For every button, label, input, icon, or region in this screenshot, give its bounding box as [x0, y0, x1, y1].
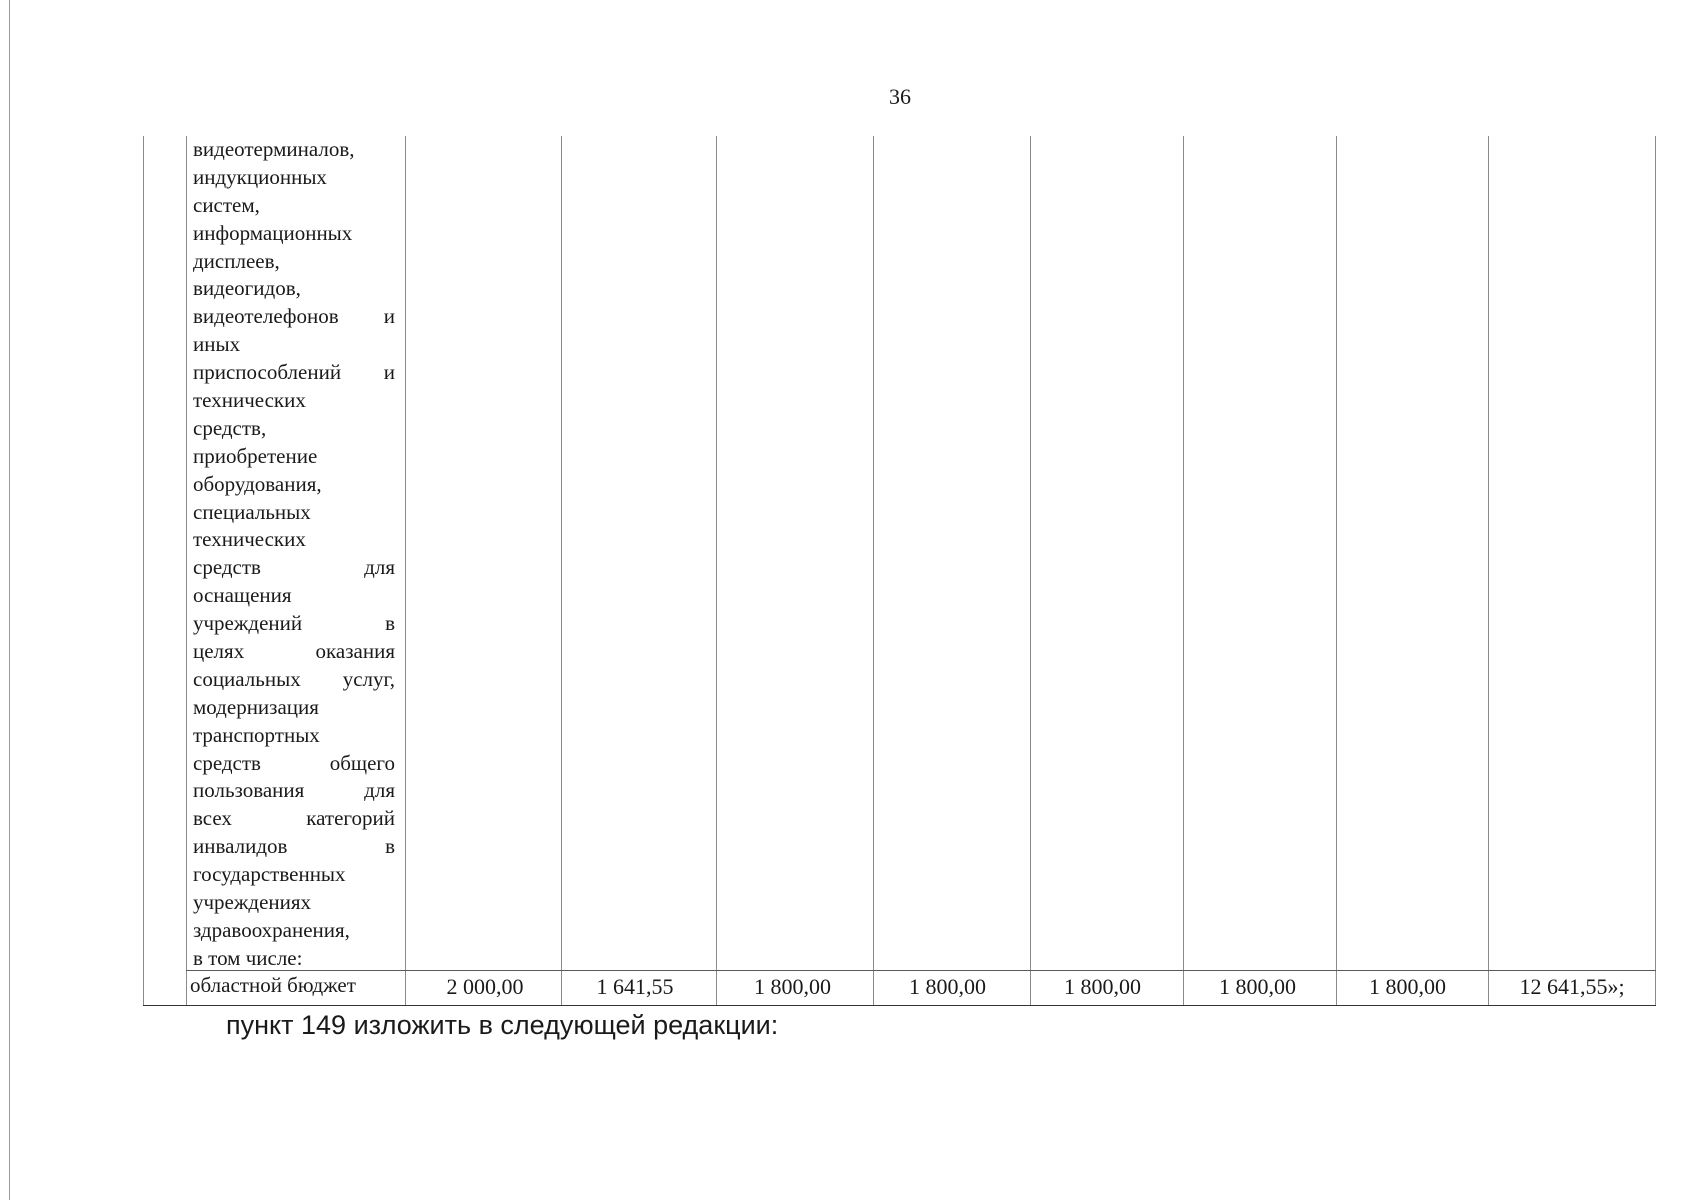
description-line: видеотелефонов и	[193, 304, 395, 329]
description-line: индукционных	[193, 164, 327, 189]
table-cell-row-label: областной бюджет	[190, 973, 356, 997]
description-line: модернизация	[193, 694, 319, 719]
table-column-line	[1183, 136, 1184, 1006]
description-line: целях оказания	[193, 639, 395, 664]
description-line: систем,	[193, 192, 260, 217]
table-column-line	[1030, 136, 1031, 1006]
description-line: учреждениях	[193, 890, 312, 915]
description-line: инвалидов в	[193, 834, 395, 859]
table-cell-value: 12 641,55»;	[1519, 974, 1625, 999]
description-line: здравоохранения,	[193, 917, 350, 942]
description-line: транспортных	[193, 722, 320, 747]
table-column-line	[1488, 136, 1489, 1006]
description-line: иных	[193, 332, 241, 357]
table-cell-value: 1 800,00	[1219, 974, 1296, 999]
description-line: специальных	[193, 499, 311, 524]
description-line: технических	[193, 527, 306, 552]
table-cell-value: 1 800,00	[1369, 974, 1446, 999]
table-cell-value: 1 800,00	[1064, 974, 1141, 999]
table-cell-value: 1 800,00	[909, 974, 986, 999]
table-column-line	[405, 136, 406, 1006]
description-line: средств для	[193, 555, 395, 580]
description-line: видеотерминалов,	[193, 137, 355, 161]
description-line: всех категорий	[193, 806, 395, 831]
following-text: пункт 149 изложить в следующей редакции:	[226, 1010, 779, 1040]
description-line: видеогидов,	[193, 276, 301, 301]
description-line: социальных услуг,	[193, 666, 395, 691]
table-column-line	[561, 136, 562, 1006]
description-line: средств,	[193, 415, 267, 440]
description-line: средств общего	[193, 750, 395, 775]
description-line: дисплеев,	[193, 248, 280, 273]
table-column-line	[1336, 136, 1337, 1006]
description-line: пользования для	[193, 778, 395, 803]
page-number: 36	[889, 84, 911, 109]
table-column-line	[873, 136, 874, 1006]
table-cell-value: 2 000,00	[446, 974, 524, 999]
description-line: в том числе:	[193, 945, 303, 970]
table-cell-description	[193, 136, 395, 973]
table-cell-value: 1 641,55	[596, 974, 674, 999]
table-border-bottom	[143, 1005, 1656, 1006]
description-line: приспособлений и	[193, 360, 395, 385]
description-line: приобретение	[193, 443, 318, 468]
description-line: учреждений в	[193, 611, 395, 636]
table-border-right	[1655, 136, 1656, 1006]
table-row-divider	[186, 970, 1656, 971]
description-line: технических	[193, 388, 306, 413]
table-column-line	[716, 136, 717, 1006]
table-border-left	[143, 136, 144, 1006]
description-line: оборудования,	[193, 471, 322, 496]
description-line: государственных	[193, 862, 346, 887]
scan-edge-line	[9, 0, 10, 1200]
description-line: информационных	[193, 220, 353, 245]
table-cell-value: 1 800,00	[754, 974, 831, 999]
table-column-line	[186, 136, 187, 1006]
description-line: оснащения	[193, 583, 292, 608]
